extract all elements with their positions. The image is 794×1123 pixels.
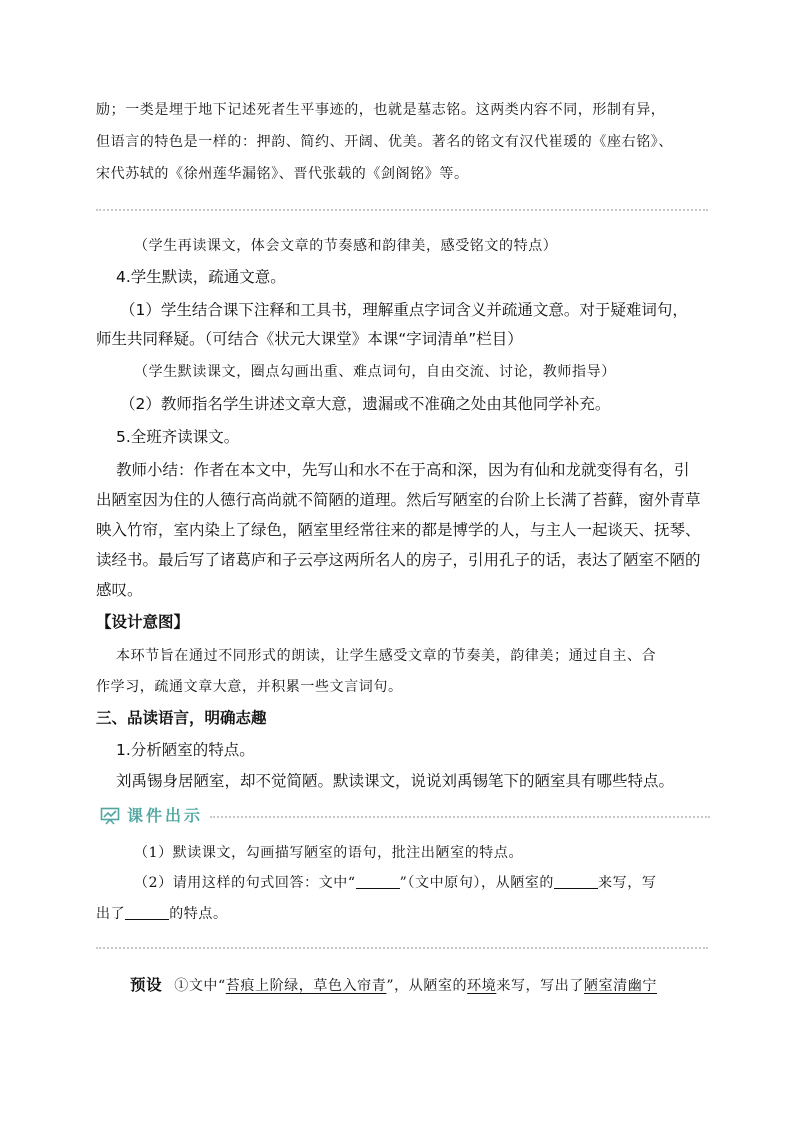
intro-line-2: 但语言的特色是一样的：押韵、简约、开阔、优美。著名的铭文有汉代崔瑗的《座右铭》、 (96, 134, 673, 150)
presentation-icon (100, 807, 120, 825)
q2-text-d: 出了 (96, 906, 126, 922)
summary-line-5: 感叹。 (96, 581, 143, 599)
design-intent-line-2: 作学习，疏通文章大意，并积累一些文言词句。 (96, 679, 403, 695)
step-4-title: 4.学生默读，疏通文意。 (116, 268, 286, 286)
section-3-prompt: 刘禹锡身居陋室，却不觉简陋。默读课文，说说刘禹锡笔下的陋室具有哪些特点。 (116, 772, 675, 790)
section-3-step-1: 1.分析陋室的特点。 (116, 741, 255, 759)
courseware-question-2-line-2 (96, 904, 228, 924)
summary-line-2: 出陋室因为住的人德行高尚就不简陋的道理。然后写陋室的台阶上长满了苔藓，窗外青草 (96, 491, 701, 509)
preset-aspect: 环境 (467, 978, 497, 994)
q2-text-b: ”（文中原句），从陋室的 (399, 875, 555, 891)
preset-quote: 苔痕上阶绿，草色入帘青 (225, 978, 387, 994)
courseware-banner (100, 805, 710, 827)
preset-label: 预设 (130, 976, 163, 994)
preset-text-2: ”，从陋室的 (386, 978, 468, 994)
preset-number: ① (174, 978, 189, 994)
design-intent-heading: 【设计意图】 (96, 613, 190, 631)
preset-feature: 陋室清幽宁 (583, 978, 657, 994)
dotted-divider (96, 209, 708, 211)
courseware-title: 课件出示 (127, 806, 204, 825)
intro-line-3: 宋代苏轼的《徐州莲华漏铭》、晋代张载的《剑阁铭》等。 (96, 166, 469, 182)
q2-text-a: （2）请用这样的句式回答：文中“ (134, 875, 356, 891)
courseware-question-1: （1）默读课文，勾画描写陋室的语句，批注出陋室的特点。 (134, 845, 524, 861)
dotted-divider (96, 947, 708, 949)
activity-note-2: （学生默读课文，圈点勾画出重、难点词句，自由交流、讨论，教师指导） (134, 364, 616, 380)
design-intent-line-1: 本环节旨在通过不同形式的朗读，让学生感受文章的节奏美，韵律美；通过自主、合 (116, 648, 657, 664)
answer-blank (356, 874, 400, 889)
summary-line-3: 映入竹帘，室内染上了绿色，陋室里经常往来的都是博学的人，与主人一起谈天、抚琴、 (96, 521, 701, 539)
step-4-sub1-line-2: 师生共同释疑。（可结合《状元大课堂》本课“字词清单”栏目） (96, 330, 523, 348)
preset-text-1: 文中“ (188, 978, 226, 994)
courseware-question-2-line-1 (134, 873, 656, 893)
intro-line-1: 励；一类是埋于地下记述死者生平事迹的，也就是墓志铭。这两类内容不同，形制有异， (96, 102, 666, 118)
preset-line (130, 975, 657, 996)
courseware-dotted-rule (210, 816, 710, 818)
answer-blank (125, 905, 169, 920)
activity-note-1: （学生再读课文，体会文章的节奏感和韵律美，感受铭文的特点） (134, 238, 558, 254)
q2-text-e: 的特点。 (169, 906, 228, 922)
step-4-sub1-line-1: （1）学生结合课下注释和工具书，理解重点字词含义并疏通文意。对于疑难词句， (120, 301, 688, 319)
summary-line-4: 读经书。最后写了诸葛庐和子云亭这两所名人的房子，引用孔子的话，表达了陋室不陋的 (96, 551, 701, 569)
preset-text-3: 来写，写出了 (496, 978, 584, 994)
summary-line-1: 教师小结：作者在本文中，先写山和水不在于高和深，因为有仙和龙就变得有名，引 (116, 461, 690, 479)
q2-text-c: 来写，写 (598, 875, 657, 891)
section-3-heading: 三、品读语言，明确志趣 (96, 709, 267, 727)
step-4-sub2: （2）教师指名学生讲述文章大意，遗漏或不准确之处由其他同学补充。 (120, 395, 611, 413)
answer-blank (554, 874, 598, 889)
step-5-title: 5.全班齐读课文。 (116, 428, 240, 446)
